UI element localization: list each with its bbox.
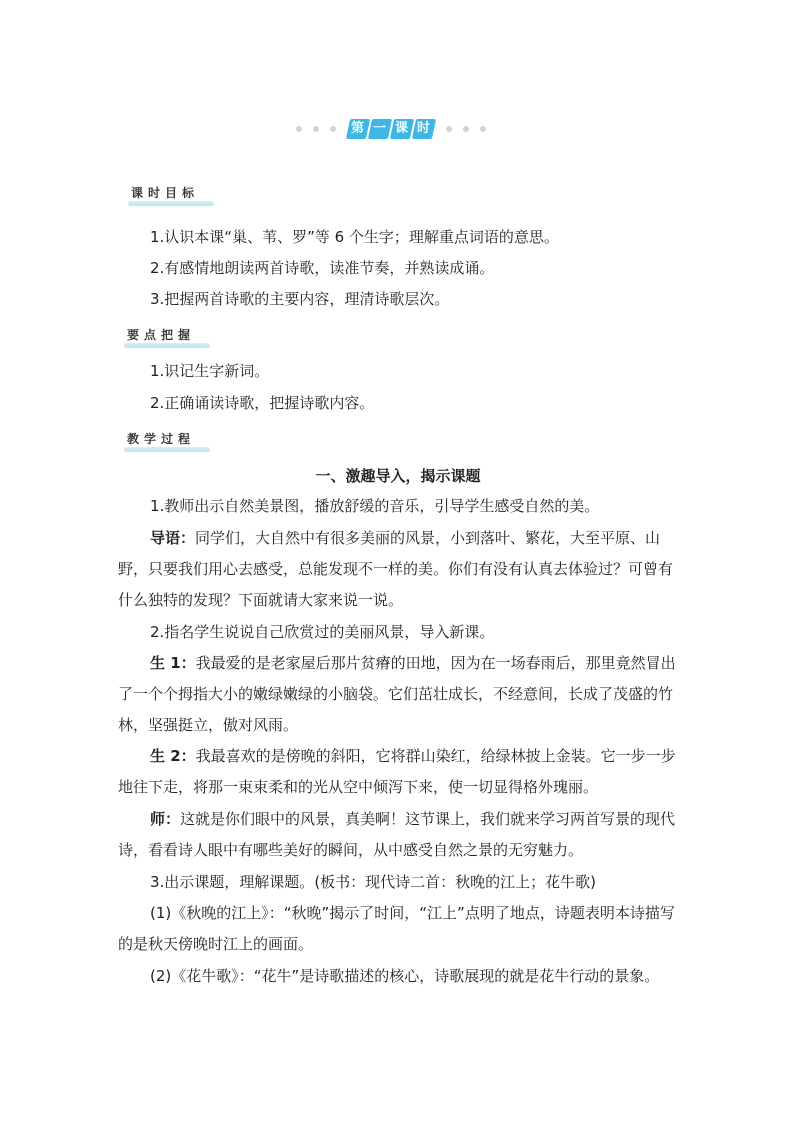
teacher-paragraph bbox=[118, 804, 678, 866]
lesson-title-char: 第 bbox=[346, 119, 370, 139]
student-2-label: 生 2： bbox=[150, 747, 196, 765]
student-2-text: 我最喜欢的是傍晚的斜阳，它将群山染红，给绿林披上金装。它一步一步地往下走，将那一束束柔和的光从空中倾泻下来，使一切显得格外瑰丽。 bbox=[118, 747, 676, 796]
process-heading: 一、激趣导入，揭示课题 bbox=[315, 467, 481, 485]
section-label-process bbox=[124, 430, 210, 452]
section-label-key-points bbox=[124, 326, 210, 348]
dot bbox=[330, 126, 336, 132]
guide-label: 导语： bbox=[150, 529, 196, 547]
teacher-text: 这就是你们眼中的风景，真美啊！这节课上，我们就来学习两首写景的现代诗，看看诗人眼中有哪些美好的瞬间，从中感受自然之景的无穷魅力。 bbox=[118, 810, 676, 859]
dot bbox=[296, 126, 302, 132]
student-1-label: 生 1： bbox=[150, 654, 196, 672]
section-label-text: 要点把握 bbox=[127, 328, 196, 342]
goal-item: 1.认识本课“巢、苇、罗”等 6 个生字；理解重点词语的意思。 bbox=[150, 228, 559, 246]
lesson-title-char: 课 bbox=[390, 119, 414, 139]
student-2-paragraph bbox=[118, 741, 678, 803]
process-paragraph: (2)《花牛歌》：“花牛”是诗歌描述的核心，诗歌展现的就是花牛行动的景象。 bbox=[150, 967, 660, 985]
banner-dots-left bbox=[296, 126, 336, 132]
student-1-text: 我最爱的是老家屋后那片贫瘠的田地，因为在一场春雨后，那里竟然冒出了一个个拇指大小的嫩绿嫩绿的小脑袋。它们茁壮成长，不经意间，长成了茂盛的竹林，坚强挺立，傲对风雨。 bbox=[118, 654, 676, 734]
section-label-text: 课时目标 bbox=[131, 186, 200, 200]
dot bbox=[446, 126, 452, 132]
lesson-banner bbox=[296, 119, 486, 139]
teacher-label: 师： bbox=[150, 810, 181, 828]
banner-dots-right bbox=[446, 126, 486, 132]
goal-item: 3.把握两首诗歌的主要内容，理清诗歌层次。 bbox=[150, 290, 450, 308]
dot bbox=[313, 126, 319, 132]
process-paragraph: 3.出示课题，理解课题。(板书：现代诗二首：秋晚的江上；花牛歌) bbox=[150, 873, 597, 891]
key-point-item: 2.正确诵读诗歌，把握诗歌内容。 bbox=[150, 394, 375, 412]
lesson-title-char: 时 bbox=[412, 119, 436, 139]
process-paragraph: 1.教师出示自然美景图，播放舒缓的音乐，引导学生感受自然的美。 bbox=[150, 497, 600, 515]
section-label-goals bbox=[128, 184, 214, 206]
goal-item: 2.有感情地朗读两首诗歌，读准节奏，并熟读成诵。 bbox=[150, 259, 495, 277]
process-paragraph: (1)《秋晚的江上》：“秋晚”揭示了时间，“江上”点明了地点，诗题表明本诗描写的是秋天傍晚时江上的画面。 bbox=[118, 904, 675, 953]
lesson-title-char: 一 bbox=[368, 119, 392, 139]
key-point-item: 1.识记生字新词。 bbox=[150, 362, 270, 380]
process-paragraph: 2.指名学生说说自己欣赏过的美丽风景，导入新课。 bbox=[150, 623, 495, 641]
student-1-paragraph bbox=[118, 648, 678, 741]
lesson-title bbox=[348, 119, 434, 139]
guide-text: 同学们，大自然中有很多美丽的风景，小到落叶、繁花，大至平原、山野，只要我们用心去感受，总能发现不一样的美。你们有没有认真去体验过？可曾有什么独特的发现？下面就请大家来说一说。 bbox=[118, 529, 674, 609]
dot bbox=[463, 126, 469, 132]
guide-paragraph bbox=[118, 523, 678, 616]
section-label-text: 教学过程 bbox=[127, 432, 196, 446]
dot bbox=[480, 126, 486, 132]
